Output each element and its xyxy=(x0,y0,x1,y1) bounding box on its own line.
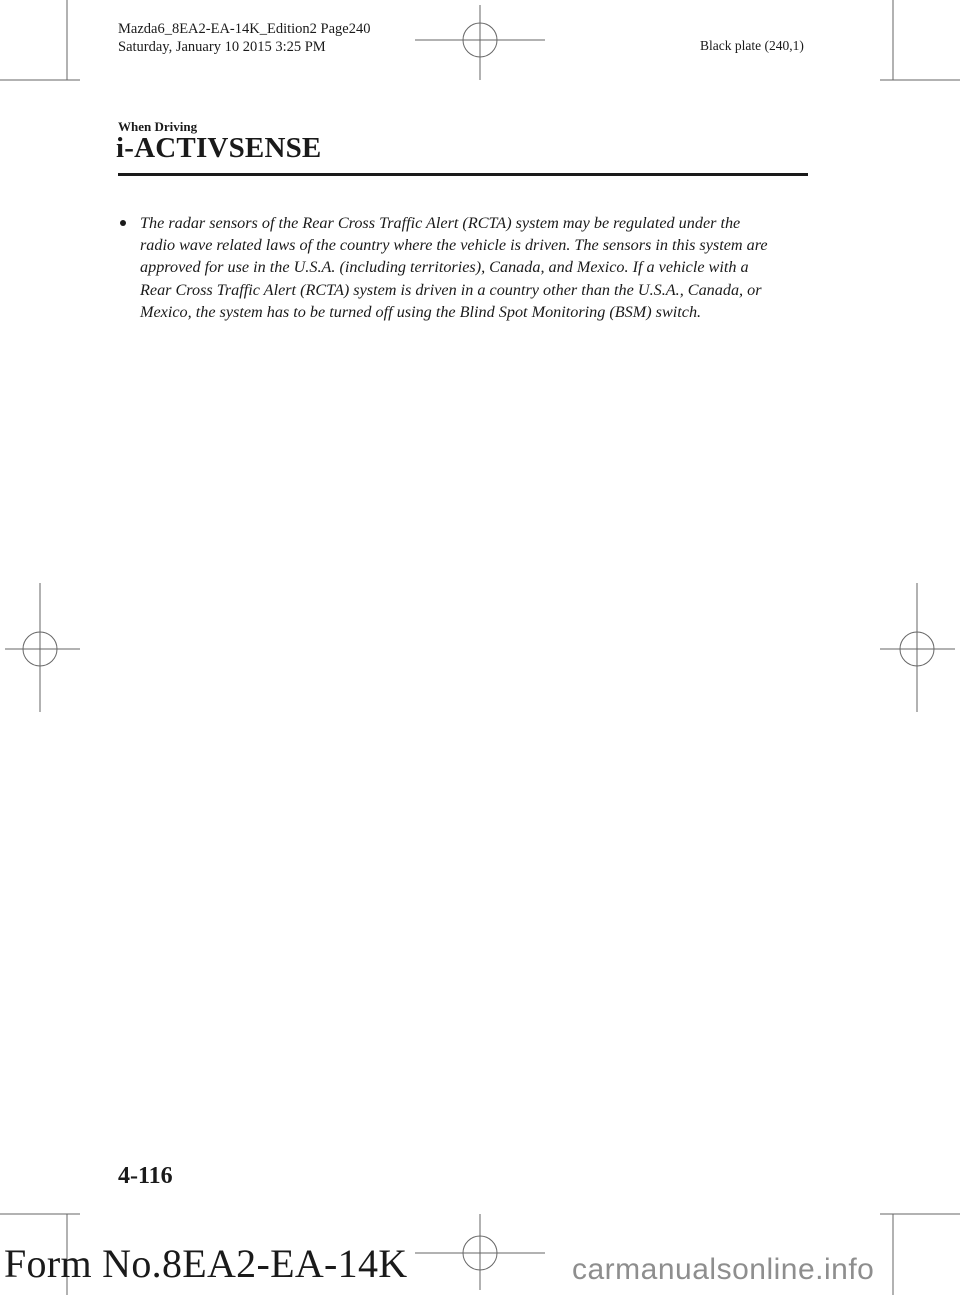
bullet-line: The radar sensors of the Rear Cross Traffic Alert (RCTA) system may be regulated under the xyxy=(140,214,741,232)
print-slug xyxy=(118,20,371,56)
bullet-icon xyxy=(120,220,126,226)
bullet-line: Mexico, the system has to be turned off using the Blind Spot Monitoring (BSM) switch. xyxy=(140,302,702,321)
bullet-line: radio wave related laws of the country where the vehicle is driven. The sensors in this system are xyxy=(140,236,768,255)
title-divider xyxy=(118,173,808,176)
form-number: Form No.8EA2-EA-14K xyxy=(4,1241,408,1286)
bullet-item xyxy=(118,212,808,323)
page-title: i-ACTIVSENSE xyxy=(116,132,322,164)
watermark: carmanualsonline.info xyxy=(572,1253,875,1286)
slug-timestamp: Saturday, January 10 2015 3:25 PM xyxy=(118,39,326,55)
page-number: 4-116 xyxy=(118,1163,173,1189)
bullet-text xyxy=(140,212,808,323)
bullet-line: Rear Cross Traffic Alert (RCTA) system is driven in a country other than the U.S.A., Canada, or xyxy=(140,280,762,299)
section-label: When Driving xyxy=(118,119,198,134)
bullet-line: approved for use in the U.S.A. (including territories), Canada, and Mexico. If a vehicle with a xyxy=(140,258,749,277)
slug-filename: Mazda6_8EA2-EA-14K_Edition2 Page240 xyxy=(118,21,371,37)
plate-info: Black plate (240,1) xyxy=(700,38,804,53)
